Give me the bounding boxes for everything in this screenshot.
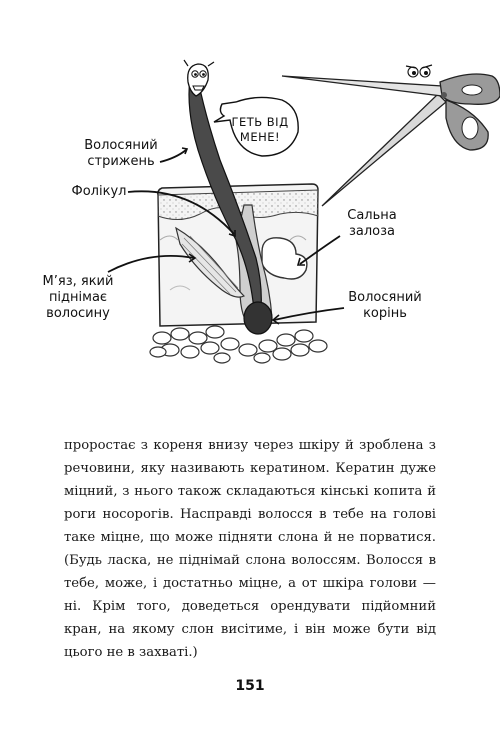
label-sebaceous-gland: [334, 208, 410, 240]
label-follicle: [66, 184, 132, 200]
label-hair-shaft-line-2: стрижень: [87, 154, 155, 169]
label-gland-line-2: залоза: [348, 224, 396, 239]
label-gland-line-1: Сальна: [347, 208, 397, 223]
fat-cells: [150, 326, 327, 363]
speech-line-1: ГЕТЬ ВІД: [231, 115, 289, 129]
label-root-line-1: Волосяний: [348, 290, 422, 305]
label-root-line-2: корінь: [363, 306, 407, 321]
label-muscle-line-3: волосину: [46, 306, 110, 321]
page-number: 151: [235, 678, 265, 694]
speech-line-2: МЕНЕ!: [239, 130, 281, 144]
label-muscle-line-1: М’яз, який: [42, 274, 114, 289]
speech-bubble-text: [228, 115, 292, 145]
label-hair-shaft: [74, 138, 168, 170]
label-follicle-text: Фолікул: [71, 184, 127, 199]
label-muscle-line-2: піднімає: [48, 290, 108, 305]
body-paragraph: [64, 434, 436, 664]
hair-root-bulb: [244, 302, 272, 334]
body-paragraph-text: проростає з кореня внизу через шкіру й зроблена з речовини, яку називають кератином. Кератин дуже міцний, з нього також складаються кінські копита й роги носорогів. Насправді волосся в тебе на голові таке міцне, що може підняти слона й не порватися. (Будь ласка, не піднімай слона волоссям. Волосся в тебе, може, і достатньо міцне, а от шкіра голови — ні. Крім того, доведеться орендувати підйомний кран, на якому слон висітиме, і він може бути від цього не в захваті.): [64, 438, 436, 660]
label-hair-shaft-line-1: Волосяний: [84, 138, 158, 153]
label-muscle: [28, 274, 128, 322]
label-hair-root: [338, 290, 432, 322]
